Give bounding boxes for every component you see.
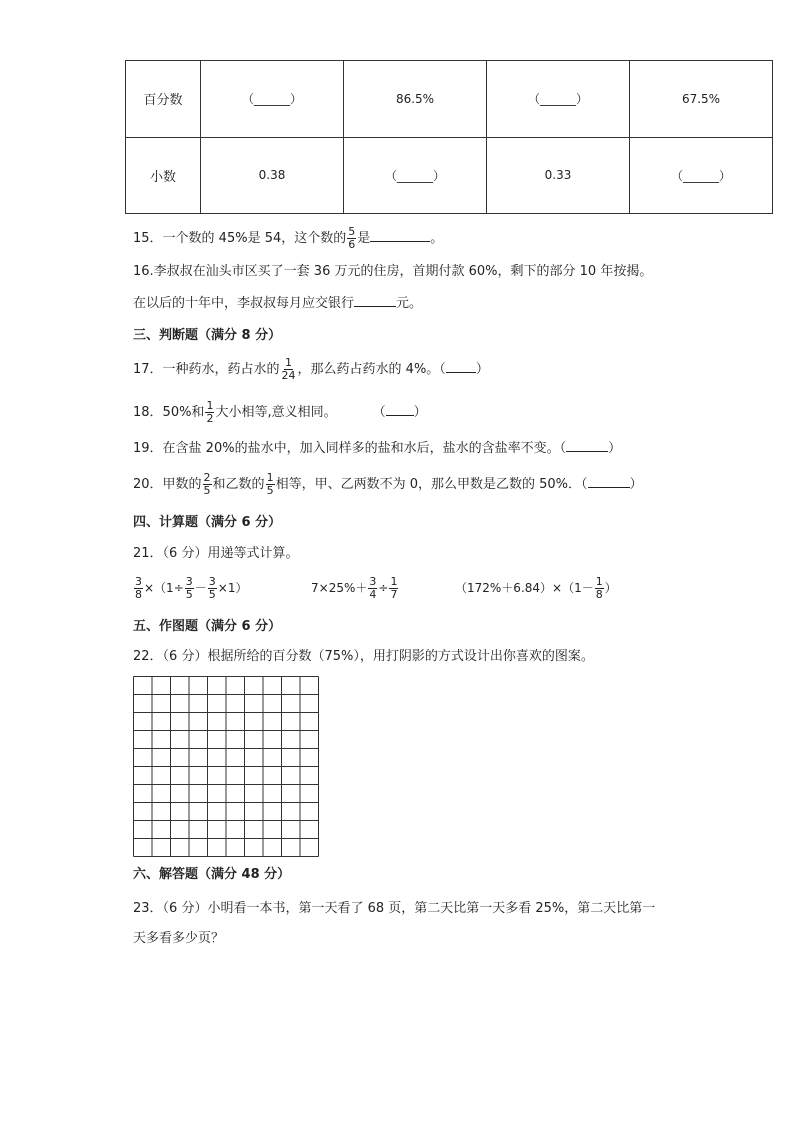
question-17: 17．一种药水，药占水的 $\frac{1}{24}$ ，那么药占药水的 4%。（ ）	[133, 356, 489, 382]
table-cell[interactable]: （______）	[344, 137, 487, 214]
question-21: 21．（6 分）用递等式计算。	[133, 546, 299, 561]
answer-blank[interactable]	[446, 372, 476, 373]
conversion-table	[125, 60, 773, 214]
section-3-heading: 三、判断题（满分 8 分）	[133, 328, 282, 343]
table-cell[interactable]: （______）	[487, 61, 630, 138]
question-19: 19．在含盐 20%的盐水中，加入同样多的盐和水后，盐水的含盐率不变。（ ）	[133, 441, 622, 456]
section-6-heading: 六、解答题（满分 48 分）	[133, 867, 291, 882]
answer-blank[interactable]	[386, 415, 414, 416]
fraction: $\frac{1}{2}$	[206, 399, 214, 425]
table-row	[126, 137, 773, 214]
answer-blank[interactable]	[566, 451, 608, 452]
question-22: 22．（6 分）根据所给的百分数（75%），用打阴影的方式设计出你喜欢的图案。	[133, 649, 594, 664]
fraction: $\frac{1}{24}$	[281, 356, 296, 382]
calc-expression-3: （172%＋6.84）×（1－ $\frac{1}{8}$ ）	[455, 575, 617, 601]
question-23-line-2: 天多看多少页？	[133, 931, 225, 946]
fraction: $\frac{1}{5}$	[266, 471, 274, 497]
table-cell: 86.5%	[344, 61, 487, 138]
table-cell: 0.38	[201, 137, 344, 214]
table-cell: 小数	[126, 137, 201, 214]
fraction: $\frac{5}{6}$	[348, 225, 356, 251]
calc-expression-2: 7×25%＋ $\frac{3}{4}$ ÷ $\frac{1}{7}$	[311, 575, 398, 601]
table-cell: 67.5%	[630, 61, 773, 138]
section-5-heading: 五、作图题（满分 6 分）	[133, 619, 282, 634]
answer-blank[interactable]	[354, 306, 396, 307]
answer-blank[interactable]	[370, 241, 430, 242]
shading-grid[interactable]	[133, 676, 320, 858]
question-15: 15．一个数的 45%是 54，这个数的 $\frac{5}{6}$ 是 。	[133, 225, 444, 251]
fraction: $\frac{2}{5}$	[203, 471, 211, 497]
calc-expression-1: $\frac{3}{8}$ ×（1÷ $\frac{3}{5}$ － $\frac{3}{5}$ ×1）	[135, 575, 248, 601]
answer-blank[interactable]	[588, 487, 630, 488]
question-23-line-1: 23．（6 分）小明看一本书，第一天看了 68 页，第二天比第一天多看 25%，第二天比第一	[133, 901, 656, 916]
question-20: 20．甲数的 $\frac{2}{5}$ 和乙数的 $\frac{1}{5}$ 相等，甲、乙两数不为 0，那么甲数是乙数的 50%．（ ）	[133, 471, 643, 497]
table-cell: 百分数	[126, 61, 201, 138]
table-cell: 0.33	[487, 137, 630, 214]
question-18: 18．50%和 $\frac{1}{2}$ 大小相等,意义相同。 （ ）	[133, 399, 427, 425]
section-4-heading: 四、计算题（满分 6 分）	[133, 515, 282, 530]
table-cell[interactable]: （______）	[201, 61, 344, 138]
table-cell[interactable]: （______）	[630, 137, 773, 214]
question-16-line-2: 在以后的十年中，李叔叔每月应交银行 元。	[133, 296, 423, 311]
question-16-line-1: 16.李叔叔在汕头市区买了一套 36 万元的住房，首期付款 60%，剩下的部分 10 年按揭。	[133, 264, 653, 279]
table-row	[126, 61, 773, 138]
